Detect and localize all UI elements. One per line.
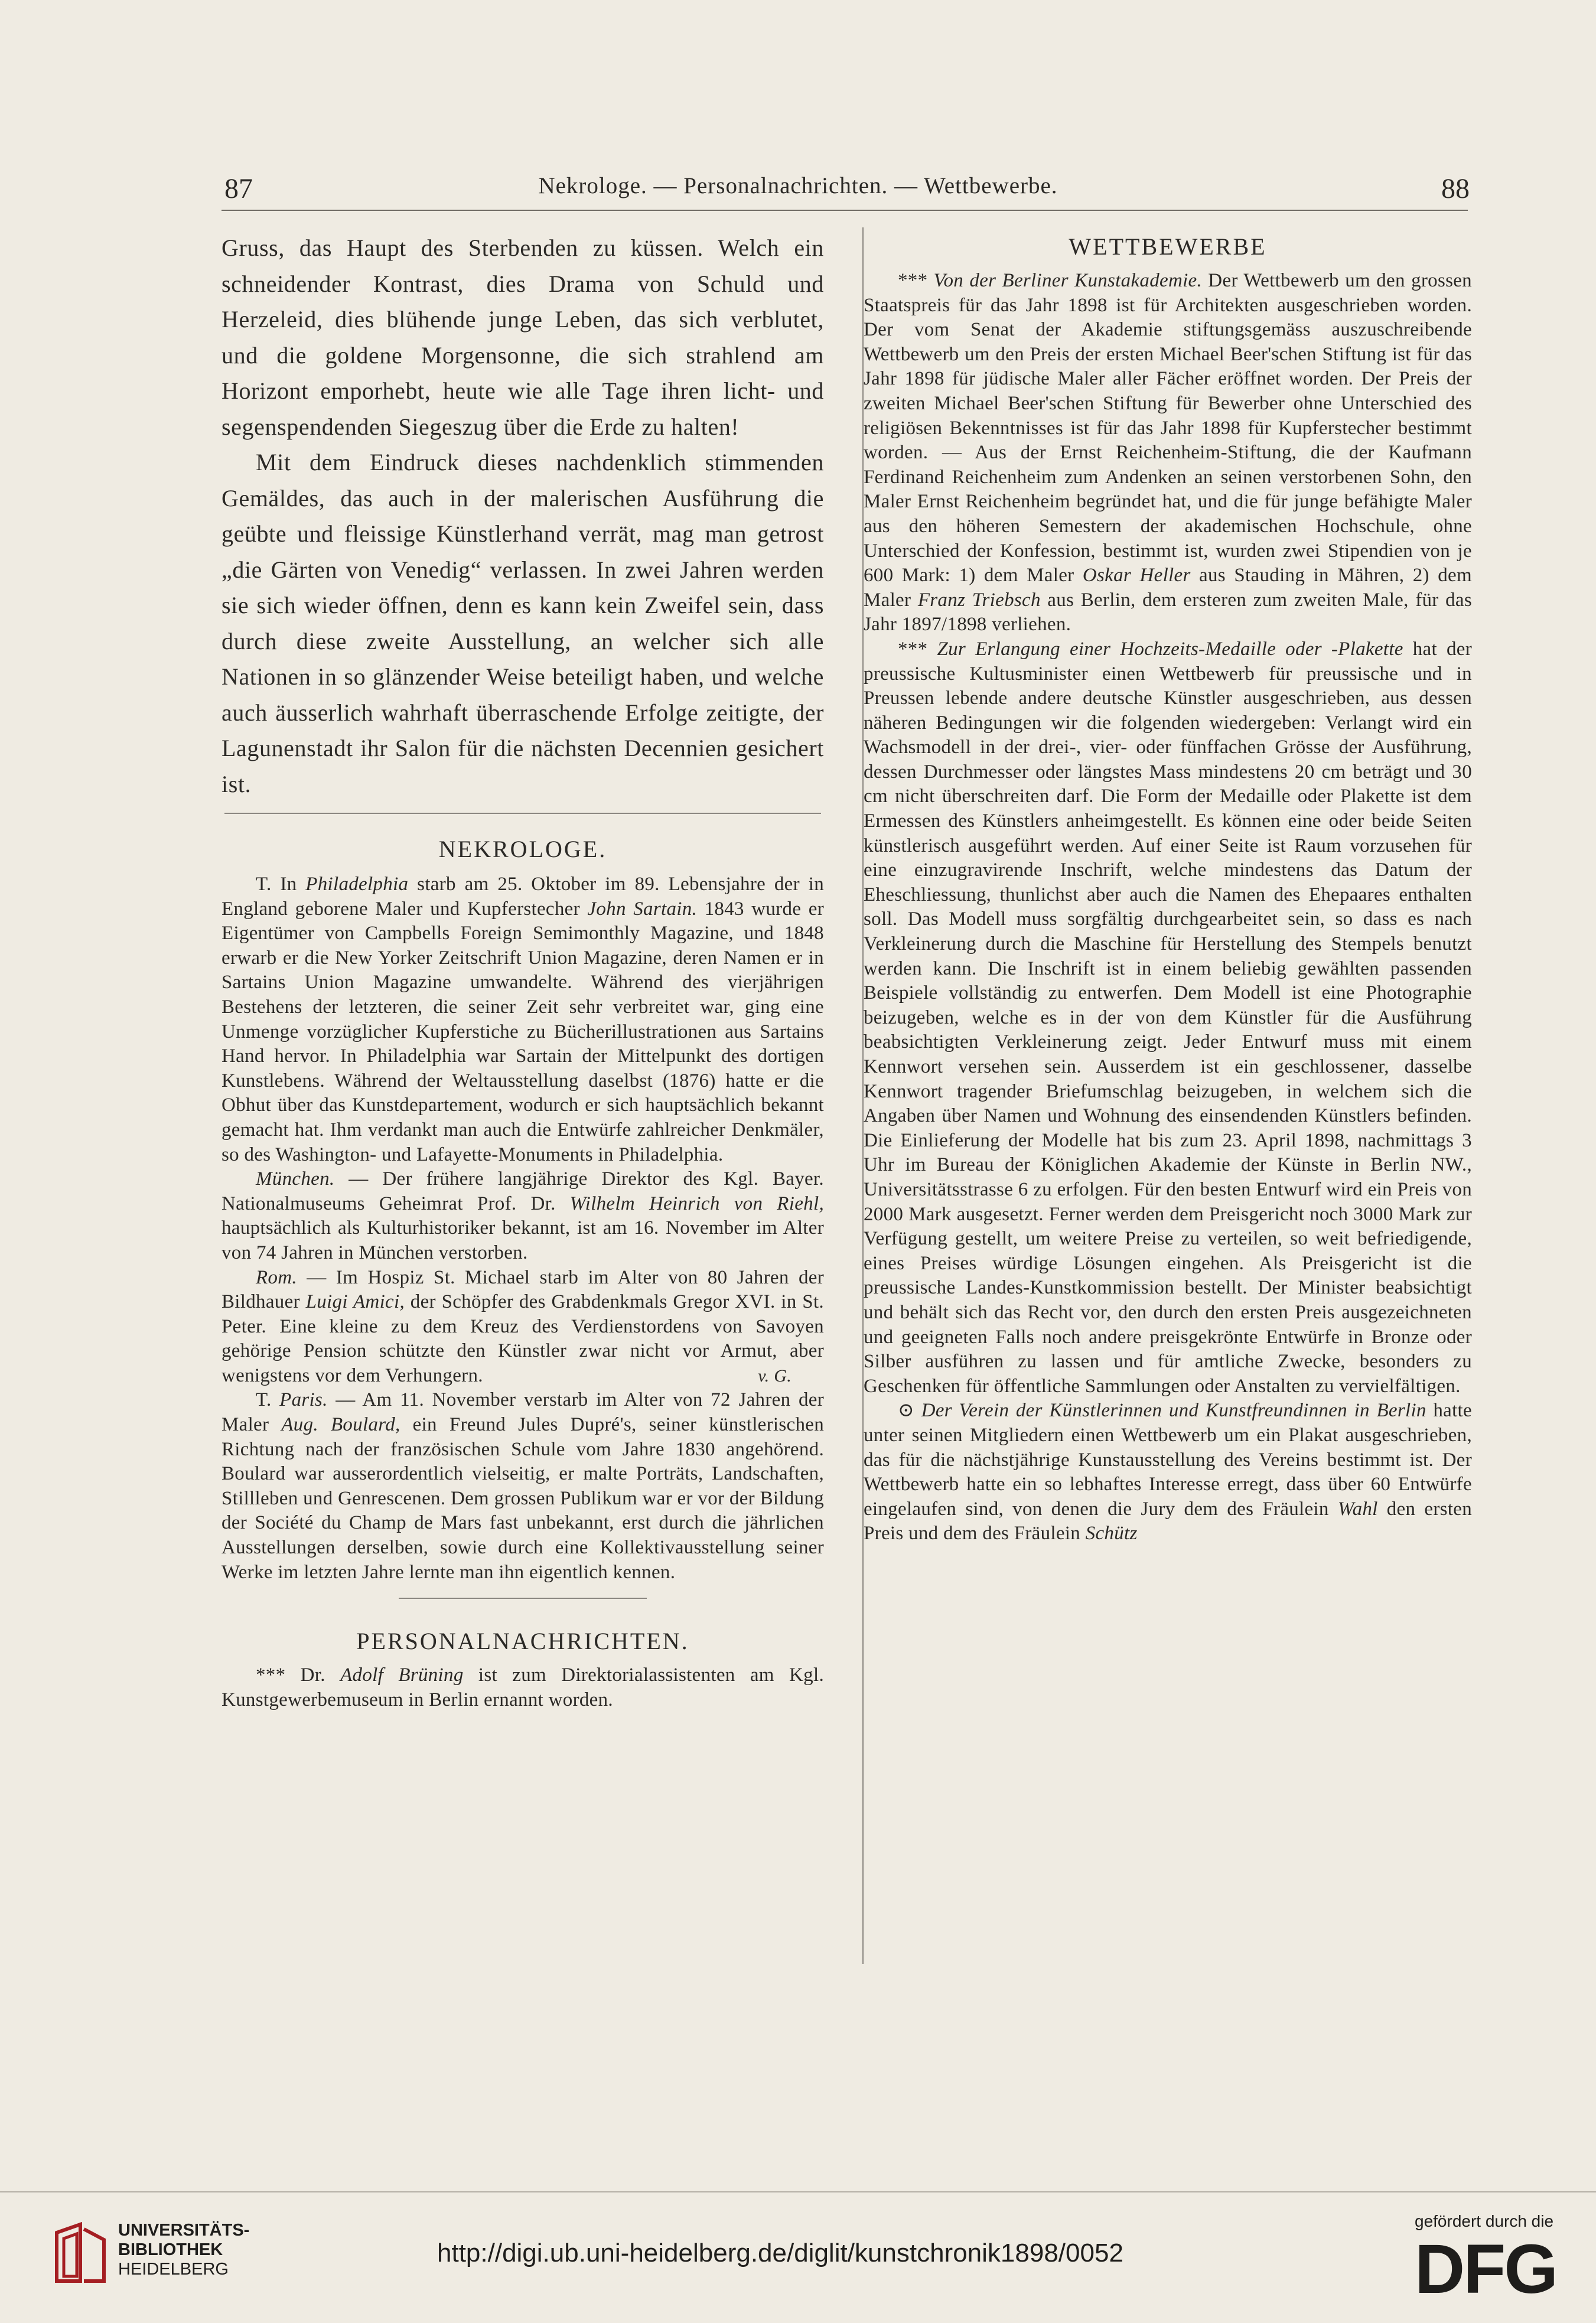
section-rule bbox=[224, 813, 821, 814]
nekrologe-heading: NEKROLOGE. bbox=[438, 836, 607, 862]
source-url-link[interactable]: http://digi.ub.uni-heidelberg.de/diglit/kunstchronik1898/0052 bbox=[437, 2239, 1123, 2267]
nekrolog-rom: Rom. — Im Hospiz St. Michael starb im Alter von 80 Jahren der Bildhauer Luigi Amici, der Schöpfer des Grabdenkmals Gregor XVI. in St. Peter. Eine kleine zu dem Kreuz des Verdienstordens von Savoyen gehörige Pension schützte den Künstler zwar nicht vor Armut, aber wenigstens vor dem Verhungern. v. G. bbox=[222, 1266, 824, 1389]
nekrolog-muenchen: München. — Der frühere langjährige Direktor des Kgl. Bayer. Nationalmuseums Geheimrat Prof. Dr. Wilhelm Heinrich von Riehl, hauptsächlich als Kulturhistoriker bekannt, ist am 16. November im Alter von 74 Jahren in München verstorben. bbox=[222, 1168, 824, 1263]
wettbewerb-kuenstlerinnen-verein: ⊙ Der Verein der Künstlerinnen und Kunstfreundinnen in Berlin hatte unter seinen Mitgliedern einen Wettbewerb um ein Plakat ausgeschrieben, das für die nächstjährige Kunstausstellung des Vereins bestimmt ist. Der Wettbewerb hatte ein so lebhaftes Interesse erregt, dass über 60 Entwürfe eingelaufen sind, von denen die Jury dem des Fräulein Wahl den ersten Preis und dem des Fräulein Schütz bbox=[864, 1400, 1472, 1545]
header-rule bbox=[222, 210, 1468, 211]
wettbewerbe-heading: WETTBEWERBE bbox=[1069, 233, 1267, 260]
library-logo-icon bbox=[54, 2222, 106, 2284]
wettbewerb-hochzeits-medaille: *** Zur Erlangung einer Hochzeits-Medaille oder -Plakette hat der preussische Kultusminister einen Wettbewerb für preussische und in Preussen lebende andere deutsche Künstler ausgeschrieben, aus dessen näheren Bedingungen wir die folgenden wiedergeben: Verlangt wird ein Wachsmodell in der drei-, vier- oder fünffachen Grösse der Ausführung, dessen Durchmesser oder längstes Mass mindestens 20 cm beträgt und 30 cm nicht überschreiten darf. Die Form der Medaille oder Plakette ist dem Ermessen des Künstlers anheimgestellt. Es können eine oder beide Seiten künstlerisch ausgeführt werden. Auf einer Seite ist Raum vorzusehen für eine einzugravirende Inschrift, welche mindestens das Datum der Eheschliessung, thunlichst aber auch die Namen des Ehepaares enthalten soll. Das Modell muss sorgfältig durchgearbeitet sein, so dass es nach Verkleinerung durch die Maschine für Herstellung des Stempels benutzt werden kann. Die Inschrift ist in einem beliebig gewählten passenden Beispiele vollständig zu entwerfen. Dem Modell ist eine Photographie beizugeben, welche es in der von dem Künstler für die Ausführung beabsichtigten Verkleinerung zeigt. Jeder Entwurf muss mit einem Kennwort versehen sein. Ausserdem ist ein geschlossener, dasselbe Kennwort tragender Briefumschlag beizugeben, in welchem sich die Angaben über Namen und Wohnung des einsendenden Künstlers befinden. Die Einlieferung der Modelle hat bis zum 23. April 1898, nachmittags 3 Uhr im Bureau der Königlichen Akademie der Künste in Berlin NW., Universitätsstrasse 6 zu erfolgen. Für den besten Entwurf wird ein Preis von 2000 Mark ausgesetzt. Ferner werden dem Preisgericht noch 3000 Mark zur Verfügung gestellt, um weitere Preise zu verteilen, so weit befriedigende, eines Preises würdige Lösungen eingehen. Als Preisgericht ist die preussische Landes-Kunstkommission bestellt. Der Minister beabsichtigt und behält sich das Recht vor, den durch den ersten Preis ausgezeichneten und geeigneten Falls noch andere preisgekrönte Entwürfe in Bronze oder Silber ausführen zu lassen und für amtliche Zwecke, besonders zu Geschenken für öffentliche Sammlungen oder Anstalten zu vervielfältigen. bbox=[864, 638, 1473, 1397]
page-number-left: 87 bbox=[224, 173, 253, 204]
library-name: UNIVERSITÄTS- BIBLIOTHEK HEIDELBERG bbox=[118, 2221, 250, 2279]
nekrolog-philadelphia: T. In Philadelphia starb am 25. Oktober im 89. Lebensjahre der in England geborene Maler und Kupferstecher John Sartain. 1843 wurde er Eigentümer von Campbells Foreign Semimonthly Magazine, und 1848 erwarb er die New Yorker Zeitschrift Union Magazine, deren Namen er in Sartains Union Magazine umwandelte. Während des vierjährigen Bestehens der letzteren, die seiner Zeit sehr verbreitet war, ging eine Unmenge vorzüglicher Kupferstiche zu Bücherillustrationen aus Sartains Hand hervor. In Philadelphia war Sartain der Mittelpunkt des dortigen Kunstlebens. Während der Weltausstellung daselbst (1876) hatte er die Obhut über das Kunstdepartement, wodurch er sich hauptsächlich bekannt gemacht hat. Ihm verdankt man auch die Entwürfe zahlreicher Denkmäler, so des Washington- und Lafayette-Monuments in Philadelphia. bbox=[222, 874, 824, 1165]
footer-rule bbox=[0, 2191, 1596, 2192]
section-rule bbox=[399, 1598, 647, 1599]
funding-note: gefördert durch die bbox=[1415, 2212, 1554, 2230]
intro-paragraph-2: Mit dem Eindruck dieses nachdenklich stimmenden Gemäldes, das auch in der malerischen Ausführung die geübte und fleissige Künstlerhand verrät, mag man getrost „die Gärten von Venedig“ verlassen. In zwei Jahren werden sie sich wieder öffnen, denn es kann kein Zweifel sein, dass durch diese zweite Ausstellung, an welcher sich alle Nationen in so glänzender Weise beteiligt haben, und welche auch äusserlich wahrhaft überraschende Erfolge zeitigte, der Lagunenstadt ihr Salon für die nächsten Decennien gesichert ist. bbox=[222, 449, 824, 797]
page-number-right: 88 bbox=[1441, 173, 1470, 204]
right-column bbox=[864, 230, 1472, 1546]
intro-paragraph-1: Gruss, das Haupt des Sterbenden zu küssen. Welch ein schneidender Kontrast, dies Drama von Schuld und Herzeleid, dies blühende junge Leben, das sich verblutet, und die goldene Morgensonne, die sich strahlend am Horizont emporhebt, heute wie alle Tage ihren licht- und segenspendenden Siegeszug über die Erde zu halten! bbox=[222, 234, 824, 440]
wettbewerb-kunstakademie: *** Von der Berliner Kunstakademie. Der Wettbewerb um den grossen Staatspreis für das Jahr 1898 ist für Architekten ausgeschrieben worden. Der vom Senat der Akademie stiftungsgemäss auszuschreibende Wettbewerb um den Preis der ersten Michael Beer'schen Stiftung ist für das Jahr 1898 für jüdische Maler aller Fächer eröffnet worden. Der Preis der zweiten Michael Beer'schen Stiftung für Bewerber ohne Unterschied des religiösen Bekenntnisses ist für das Jahr 1898 für Kupferstecher bestimmt worden. — Aus der Ernst Reichenheim-Stiftung, die der Kaufmann Ferdinand Reichenheim zum Andenken an seinen verstorbenen Sohn, den Maler Ernst Reichenheim begründet hat, und die für junge befähigte Maler aus den höheren Semestern der akademischen Hochschule, ohne Unterschied der Konfession, bestimmt ist, wurden zwei Stipendien von je 600 Mark: 1) dem Maler Oskar Heller aus Stauding in Mähren, 2) dem Maler Franz Triebsch aus Berlin, dem ersteren zum zweiten Male, für das Jahr 1897/1898 verliehen. bbox=[864, 270, 1472, 636]
dfg-logo: DFG bbox=[1415, 2230, 1557, 2308]
author-signature: v. G. bbox=[758, 1366, 792, 1386]
running-head: Nekrologe. — Personalnachrichten. — Wettbewerbe. bbox=[538, 173, 1058, 198]
left-column bbox=[222, 230, 824, 1712]
nekrolog-paris: T. Paris. — Am 11. November verstarb im Alter von 72 Jahren der Maler Aug. Boulard, ein Freund Jules Dupré's, seiner künstlerischen Richtung nach der französischen Schule vom Jahre 1830 angehörend. Boulard war ausserordentlich vielseitig, er malte Porträts, Landschaften, Stillleben und Genrescenen. Dem grossen Publikum war er vor der Bildung der Société du Champ de Mars fast unbekannt, erst durch die jährlichen Ausstellungen derselben, sowie durch eine Kollektivausstellung seiner Werke im letzten Jahre lernte man ihn eigentlich kennen. bbox=[222, 1389, 824, 1583]
personalnachrichten-heading: PERSONALNACHRICHTEN. bbox=[356, 1628, 689, 1655]
personal-bruening: *** Dr. Adolf Brüning ist zum Direktorialassistenten am Kgl. Kunstgewerbemuseum in Berlin ernannt worden. bbox=[222, 1664, 824, 1711]
